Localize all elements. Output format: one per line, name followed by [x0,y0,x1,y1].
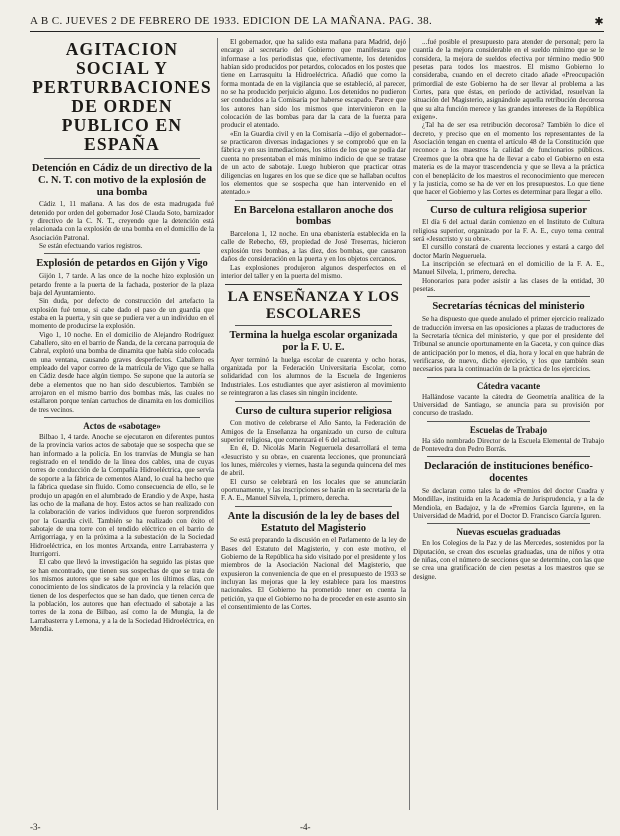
paragraph: ...fué posible el presupuesto para atender de personal; pero la cuantía de la mejora considerable en el sueldo mínimo que se le considera, la mejora de sueldos efectiva por término medio 900 pesetas para todos los maestros. El mismo Gobierno lo consideraba, cuando en el decreto citado añade «Preocupación primordial de este Gobierno ha de ser llevar al problema a las Cortes, para que éstas, en período de actividad, resuelvan la situación del Magisterio, asignándole aquella retribución decorosa que su alta función merece y las grandes intereses de la República exigen». [413,38,604,122]
paragraph: Gijón 1, 7 tarde. A las once de la noche hizo explosión un petardo frente a la puerta de la fachada, posterior de la plaza baja del Ayuntamiento. [30,272,214,297]
paragraph: «En la Guardia civil y en la Comisaría --dijo el gobernador-- se practicaron diversas indagaciones y se comprobó que en la fábrica y en sus inmediaciones, los sitios de los que se podía dar cuenta no presentaban el más mínimo indicio de que se tratase de un acto de sabotaje. Luego hubieron que practicar otras diligencias en lugares en los que se dice que se hallaban ocultos los elementos que se sospecha que han intervenido en el atentado.» [221,129,406,197]
paragraph: La inscripción se efectuará en el domicilio de la F. A. E., Manuel Silvela, 1, primero, derecha. [413,260,604,277]
headline-nuevas-escuelas: Nuevas escuelas graduadas [456,527,561,538]
headline-escuelas: Escuelas de Trabajo [469,424,548,435]
header-rule [30,31,604,32]
column-3 [413,38,604,810]
column-separator [409,38,410,810]
paragraph: Las explosiones produjeron algunos desperfectos en el interior del taller y en la puerta del mismo. [221,263,406,280]
divider [427,421,590,422]
paragraph: El curso se celebrará en los locales que se anunciarán oportunamente, y las inscripciones se harán en la secretaría de la F. A. E., Manuel Silvela, 1, primero, derecha. [221,477,406,503]
section-headline-ensenanza: LA ENSEÑANZA Y LOS ESCOLARES [227,289,400,322]
footer-left-mark: -3- [30,822,41,832]
paragraph: Se ha dispuesto que quede anulado el primer ejercicio realizado de traducción inversa en las oposiciones a plazas de traductores de la Secretaría técnica del ministerio, y que por el presidente del Tribunal se anuncie oportunamente en la Gaceta, y con quince días de anticipación por lo menos, el día, hora y local en que habrán de verificarse, de nuevo, dicho ejercicio, y los que también sean necesarios para la continuación de la práctica de los ejercicios. [413,315,604,374]
divider [235,200,392,201]
headline-catedra: Cátedra vacante [476,380,541,391]
paragraph: Se declaran como tales la de «Premios del doctor Cuadra y Mondilla», instituida en la Academia de Jurisprudencia, y a la de Mendiola, en Badajoz, y la de «Premios García Iguren», en la Universidad de Madrid, por el Doctor D. Francisco García Iguren. [413,486,604,520]
headline-cadiz: Detención en Cádiz de un directivo de la C. N. T. con motivo de la explosión de una bomba [31,163,213,198]
headline-huelga: Termina la huelga escolar organizada por la F. U. E. [229,330,398,353]
paragraph: Ayer terminó la huelga escolar de cuarenta y ocho horas, organizada por la Federación Universitaria Escolar, como solidaridad con los alumnos de la Escuela de Ingenieros Industriales. Los estudiantes que ayer asistieron al movimiento se reintegraron a las clases sin ningún incidente. [221,355,406,398]
paragraph: En él, D. Nicolás Marín Negueruela desarrollará el tema «Jesucristo y su obra», en cuarenta lecciones, que pronunciará los lunes, miércoles y viernes, hasta la segunda quincena del mes de abril. [221,444,406,478]
paragraph: El día 6 del actual darán comienzo en el Instituto de Cultura religiosa superior, organizado por la F. A. E., cuyo tema central será «Jesucristo y su obra». [413,218,604,244]
headline-gijon: Explosión de petardos en Gijón y Vigo [36,258,208,270]
paragraph: Hallándose vacante la cátedra de Geometría analítica de la Universidad de Santiago, se anuncia para su provisión por concurso de traslado. [413,392,604,418]
column-2 [221,38,406,810]
star-icon: ✱ [594,15,604,28]
divider [427,200,590,201]
paragraph: Barcelona 1, 12 noche. En una ebanistería establecida en la calle de Rebecho, 69, propiedad de José Treserras, hicieron explosión tres bombas, a las diez, dos bombas, que causaron daños de consideración en la puerta y en los objetos cercanos. [221,230,406,264]
divider [235,506,392,507]
column-1 [30,38,214,810]
paragraph: Se está preparando la discusión en el Parlamento de la ley de Bases del Estatuto del Magisterio, y con este motivo, el Gobierno de la República ha sido visitado por el presidente y los miembros de la Asociación Nacional del Magisterio, que expusieron la conveniencia de que en el presupuesto de 1933 se incluyan las mejoras que la ley establece para los maestros nacionales. El Gobierno ha prometido tener en cuenta la petición, ya que el Gobierno no ha de proceder en este asunto sin el consentimiento de las Cortes. [221,536,406,612]
divider [235,401,392,402]
headline-estatuto: Ante la discusión de la ley de bases del Estatuto del Magisterio [227,510,400,534]
headline-instituciones: Declaración de instituciones benéfico-docentes [424,461,593,485]
headline-sabotaje: Actos de «sabotage» [83,421,161,432]
paragraph: Honorarios para poder asistir a las clases de la entidad, 30 pesetas. [413,276,604,294]
headline-curso-religiosa: Curso de cultura religiosa superior [430,204,587,216]
divider [44,417,200,418]
paragraph: Se están efectuando varios registros. [39,242,143,251]
divider [44,253,200,254]
paragraph: Con motivo de celebrarse el Año Santo, la Federación de Amigos de la Enseñanza ha organizado un curso de cultura superior religiosa, que comenzará el 6 del actual. [221,419,406,444]
paragraph: En los Colegios de la Paz y de las Mercedes, sostenidos por la Diputación, se crean dos escuelas graduadas, una de niños y otra de niñas, con el número de secciones que se determine, con las que se crea una gratificación de cien pesetas a los maestros que se designe. [413,539,604,581]
paragraph: Sin duda, por defecto de construcción del artefacto la explosión fué tenue, si cabe dado el paso de un guardia que estaba en la puerta, y sin que se pudiera ver a un individuo en el momento de producirse la explosión. [30,297,214,331]
divider [427,296,590,297]
headline-curso-superior: Curso de cultura superior religiosa [235,405,392,417]
paragraph: Bilbao 1, 4 tarde. Anoche se ejecutaron en diferentes puntos de la provincia varios actos de sabotaje que se sospecha que se han informado a la policía. En los tranvías de Mungia se han registrado en el tendido de la línea dos cables, una de cuyas torres de conducción de la Compañía Hidroeléctrica, que servía de soporte a la fábrica de cementos Aland, lo cual ha hecho que la fábrica quedase sin fluido. Como consecuencia de ello, se le produjo un apagón en el alumbrado de Erandio y de Axpe, hasta las ocho de la mañana de hoy. Estos actos se han realizado con la colaboración de varios individuos que fueron sorprendidos por la Guardia civil. También se ha realizado con éxito el sabotaje de una torre con el tendido eléctrico en el barrio de Arrigorriaga, y en la próxima a la subestación de la Sociedad Hidroeléctrica, en los montes Artxanda, entre Larrabasterra y Iturrigorri. [30,433,214,558]
footer-center-mark: -4- [300,822,311,832]
headline-barcelona: En Barcelona estallaron anoche dos bombas [233,204,394,228]
divider [427,377,590,378]
section-rule [225,284,402,285]
divider [235,325,392,326]
paragraph: Ha sido nombrado Director de la Escuela Elemental de Trabajo de Pontevedra don Pedro Borrás. [413,436,604,453]
paragraph: El cabo que llevó la investigación ha seguido las pistas que se han encontrado, que tienen sus sospechas de que se trata de los mismos autores que se sabe que en los últimos días, con conocimiento de los sindicatos de la provincia y la relación que tienen de los desperfectos que se han dado, que tienen cerca de la población, los autores que han efectuado el sabotaje a las torres de la zona de Bilbao, así como la de Mungia, la de Larrabasterra y Lemona, y a la de la Sociedad Hidroeléctrica, en Mendia. [30,558,214,633]
headline-secretarias: Secretarías técnicas del ministerio [432,301,585,313]
paragraph: Cádiz 1, 11 mañana. A las dos de esta madrugada fué detenido por orden del gobernador José Clauda Soto, barnizador y directivo de la C. N. T., creyendo que la detención está relacionada con la explosión de una bomba en el domicilio de la Asociación Patronal. [30,200,214,242]
masthead-text: A B C. JUEVES 2 DE FEBRERO DE 1933. EDICION DE LA MAÑANA. PAG. 38. [30,15,433,27]
main-headline: AGITACION SOCIAL Y PERTURBACIONES DE ORDEN PUBLICO EN ESPAÑA [32,39,212,154]
paragraph: Vigo 1, 10 noche. En el domicilio de Alejandro Rodríguez Caballero, sito en el barrio de Ñanda, de la cercana parroquia de Cabral, explotó una bomba de dinamita que había sido colocada en una ventana, causando graves desperfectos. Caballero es empleado del vapor correo de la matrícula de Vigo que se halla en Cádiz desde hace algún tiempo. Se supone que la autoría se debe a elementos que no han sido descubiertos. También se arrojaron en el mismo barrio dos bombas más, las cuales no estallaron porque tenían cartuchos de dinamita en los domicilios de tres vecinos. [30,330,214,414]
divider [44,158,200,159]
masthead [30,12,604,30]
paragraph: El gobernador, que ha salido esta mañana para Madrid, dejó encargo al secretario del Gobierno que manifestara que informase a los periodistas que, efectivamente, los detenidos habían sido producidos por petardos, colocados en los postes que tiene en Larrasquitu la Hidroeléctrica. Añadió que como la forma montada de en la vigilancia que se estableció, al parecer, no se ha producido perjuicio alguno. Los detenidos no pudieron ser conducidos a la Comisaría por haberse escapado. Parece que los autores han sido los mismos que intervinieron en la colocación de las bombas para dar la cara de la fuerza para producir el atentado. [221,38,406,130]
column-separator [217,38,218,810]
paragraph: ¿Tal ha de ser esa retribución decorosa? También lo dice el decreto, y preciso que en el momento los representantes de la Asociación tengan en cuenta el artículo 48 de la Constitución que reconoce a los maestros la calidad de funcionarios públicos. Creemos que la obra que ha de llevar a cabo el Gobierno en esta materia es de la mayor trascendencia y que se lleva a la práctica con el beneplácito de los maestros el reconocimiento que merecen y la justicia, como se ha de ver en los presupuestos. Lo que tiene que hacer el Gobierno y las Cortes es determinar para llegar a ello. [413,121,604,197]
divider [427,456,590,457]
divider [427,523,590,524]
paragraph: El cursillo constará de cuarenta lecciones y estará a cargo del doctor Marín Negueruela. [413,243,604,260]
